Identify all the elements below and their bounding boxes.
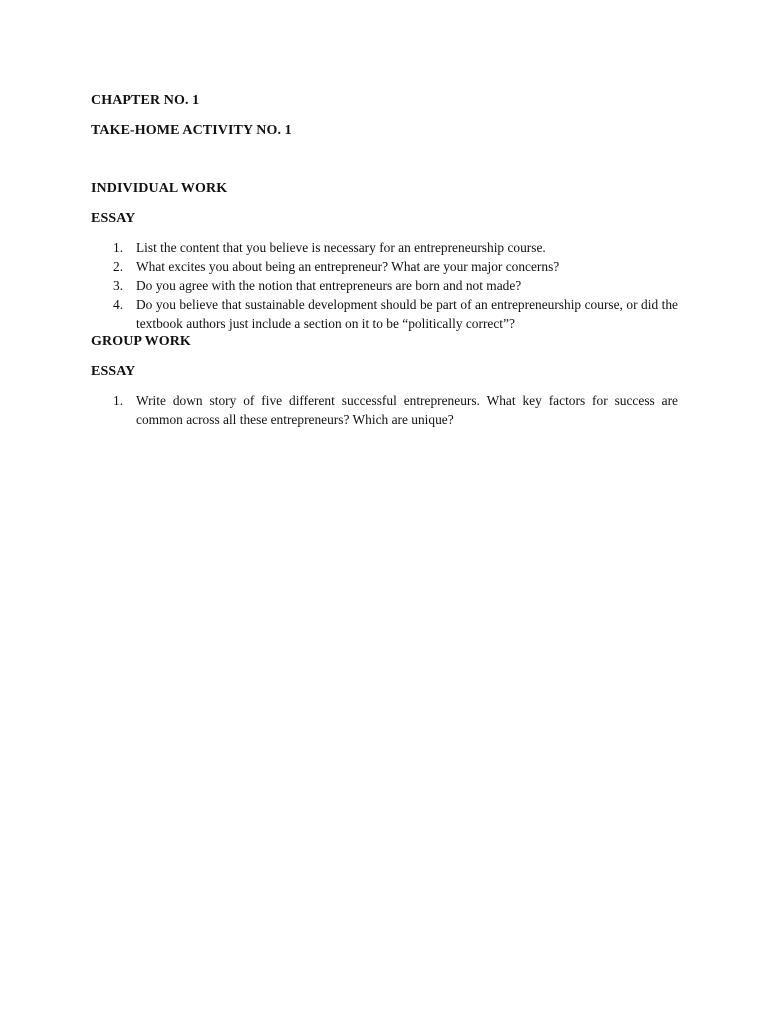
list-item-text: Write down story of five different successful entrepreneurs. What key factors for success are common across all these entrepreneurs? Which are unique?: [136, 393, 678, 427]
individual-work-heading: INDIVIDUAL WORK: [91, 181, 228, 196]
list-item-text: List the content that you believe is necessary for an entrepreneurship course.: [136, 240, 546, 255]
group-work-heading: GROUP WORK: [91, 334, 191, 349]
list-item-text: Do you believe that sustainable development should be part of an entrepreneurship course, or did the textbook authors just include a section on it to be “politically correct”?: [136, 297, 678, 331]
list-item-text: Do you agree with the notion that entrepreneurs are born and not made?: [136, 278, 522, 293]
chapter-heading: CHAPTER NO. 1: [91, 93, 200, 108]
list-item: [91, 276, 678, 295]
group-essay-heading: ESSAY: [91, 364, 136, 379]
list-item-number: 1.: [113, 393, 124, 408]
list-item: [91, 238, 678, 257]
list-item-text: What excites you about being an entrepreneur? What are your major concerns?: [136, 259, 560, 274]
activity-heading: TAKE-HOME ACTIVITY NO. 1: [91, 123, 292, 138]
list-item: [91, 391, 678, 429]
list-item: [91, 257, 678, 276]
list-item-number: 2.: [113, 259, 124, 274]
list-item-number: 4.: [113, 297, 124, 312]
individual-essay-heading: ESSAY: [91, 211, 136, 226]
document-page: [91, 92, 678, 429]
group-question-list: [91, 391, 678, 429]
list-item-number: 3.: [113, 278, 124, 293]
list-item: [91, 295, 678, 333]
individual-question-list: [91, 238, 678, 333]
list-item-number: 1.: [113, 240, 124, 255]
